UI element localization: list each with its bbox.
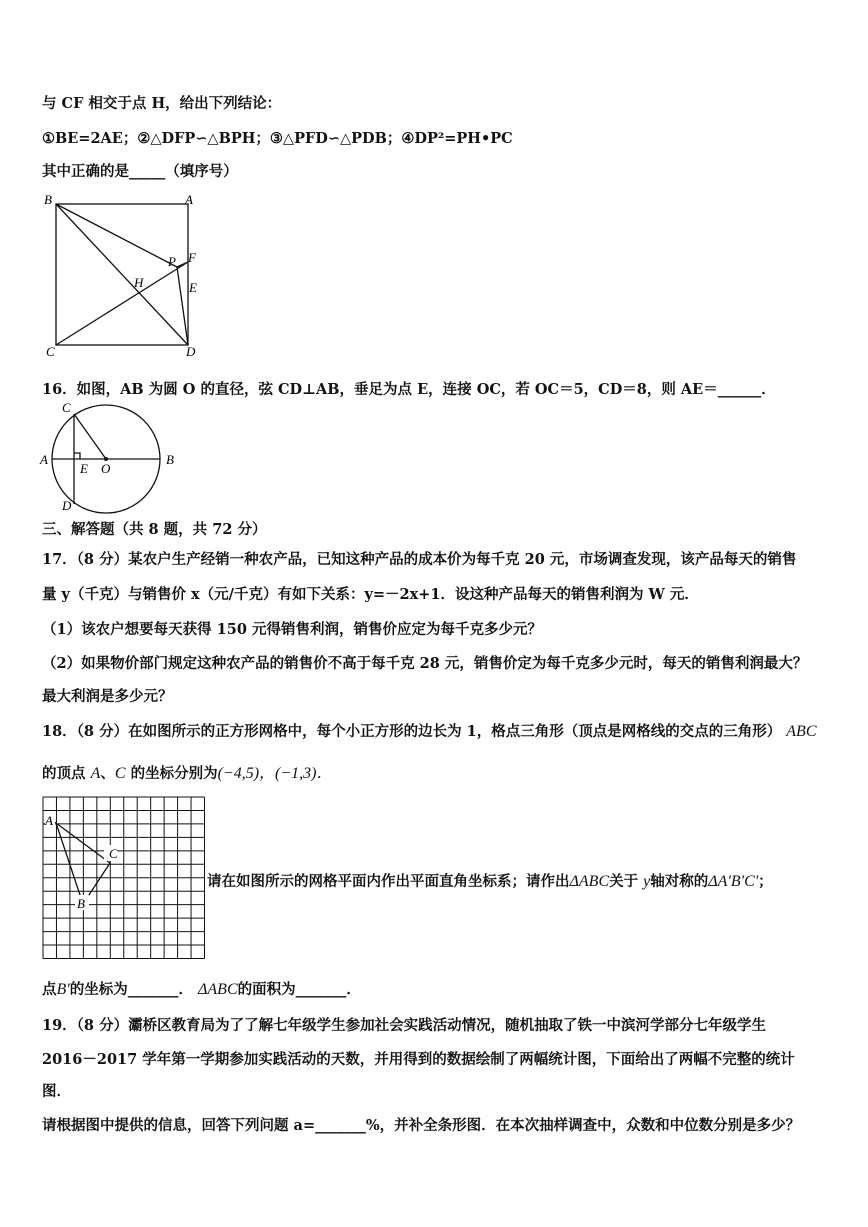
figure-square [42,192,212,360]
question-19-line4: 请根据图中提供的信息，回答下列问题 a=_______%，并补全条形图．在本次抽样调查中，众数和中位数分别是多少？ [42,1117,801,1134]
question-17-part2-cont: 最大利润是多少元？ [42,688,173,705]
question-17-part1: （1）该农户想要每天获得 150 元得销售利润，销售价应定为每千克多少元？ [42,621,542,638]
label-C: C [62,400,71,415]
q18-text: 18．（8 分）在如图所示的正方形网格中，每个小正方形的边长为 1，格点三角形（顶点是网格线的交点的三角形） [42,723,782,740]
label-E: E [189,280,197,295]
label-B: B [44,192,52,207]
label-C: C [46,344,55,359]
question-19-line2: 2016－2017 学年第一学期参加实践活动的天数，并用得到的数据绘制了两幅统计图，下面给出了两幅不完整的统计 [42,1051,795,1068]
label-H: H [134,275,144,290]
question-19-line3: 图． [42,1083,71,1100]
q18-abc: ABC [786,723,817,740]
question-16: 16．如图，AB 为圆 O 的直径，弦 CD⊥AB，垂足为点 E，连接 OC，若 OC＝5，CD＝8，则 AE＝______． [42,381,776,398]
question-17-line2: 量 y（千克）与销售价 x（元/千克）有如下关系：y=－2x+1．设这种产品每天的销售利润为 W 元． [42,586,699,603]
figure-grid [42,796,206,960]
label-O: O [101,461,111,476]
label-B: B [166,452,174,467]
text-conclusions: ①BE=2AE；②△DFP∽△BPH；③△PFD∽△PDB；④DP²=PH•PC [42,130,513,147]
text-answer-prompt: 其中正确的是_____（填序号） [42,163,238,180]
label-D: D [186,344,196,359]
section-3-heading: 三、解答题（共 8 题，共 72 分） [42,521,267,538]
figure-circle [36,398,186,516]
question-18-line2: 的顶点 A、C 的坐标分别为(−4,5)，(−1,3)． [42,765,333,782]
label-B: B [77,896,85,911]
label-A: A [45,813,53,828]
question-18-line1 [42,720,816,741]
label-E: E [80,461,88,476]
question-17-part2: （2）如果物价部门规定这种农产品的销售价不高于每千克 28 元，销售价定为每千克多少元时，每天的销售利润最大？ [42,655,808,672]
question-18-answers: 点B'的坐标为_______． ΔABC的面积为_______． [42,981,361,998]
label-D: D [62,498,72,513]
label-A: A [40,452,48,467]
label-A: A [185,192,193,207]
question-18-task: 请在如图所示的网格平面内作出平面直角坐标系；请作出ΔABC关于 y轴对称的ΔA'B'C'； [207,873,773,890]
question-19-line1: 19．（8 分）灞桥区教育局为了了解七年级学生参加社会实践活动情况，随机抽取了铁一中滨河学部分七年级学生 [42,1017,767,1034]
label-C: C [109,846,118,861]
label-P: P [168,254,176,269]
text-line-1: 与 CF 相交于点 H，给出下列结论： [42,95,282,112]
label-F: F [188,250,196,265]
question-17-line1: 17．（8 分）某农户生产经销一种农产品，已知这种产品的成本价为每千克 20 元，市场调查发现，该产品每天的销售 [42,551,797,568]
